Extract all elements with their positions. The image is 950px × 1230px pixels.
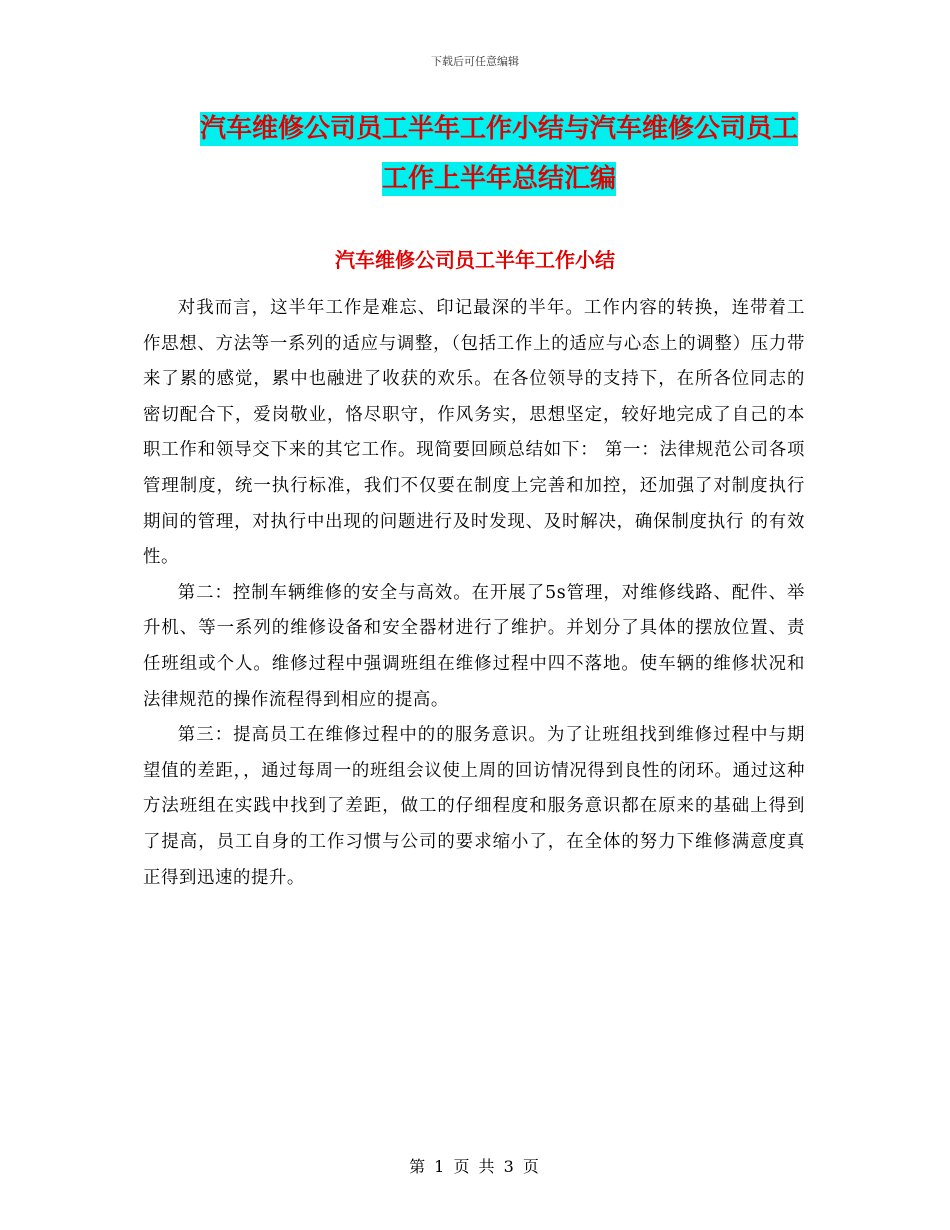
section-title: 汽车维修公司员工半年工作小结: [335, 248, 615, 272]
page-header-note: 下载后可任意编辑: [431, 55, 519, 68]
paragraph: 第二：控制车辆维修的安全与高效。在开展了5s管理，对维修线路、配件、举升机、等一系列的维修设备和安全器材进行了维护。并划分了具体的摆放位置、责任班组或个人。维修过程中强调班组在维修过程中四不落地。使车辆的维修状况和法律规范的操作流程得到相应的提高。: [143, 582, 805, 710]
document-title-line-1: 汽车维修公司员工半年工作小结与汽车维修公司员工: [199, 114, 798, 144]
document-body: [143, 291, 805, 896]
paragraph: 对我而言，这半年工作是难忘、印记最深的半年。工作内容的转换，连带着工作思想、方法等一系列的适应与调整，（包括工作上的适应与心态上的调整）压力带来了累的感觉，累中也融进了收获的欢乐。在各位领导的支持下，在所各位同志的密切配合下，爱岗敬业，恪尽职守，作风务实，思想坚定，较好地完成了自己的本职工作和领导交下来的其它工作。现简要回顾总结如下： 第一：法律规范公司各项管理制度，统一执行标准，我们不仅要在制度上完善和加控，还加强了对制度执行期间的管理，对执行中出现的问题进行及时发现、及时解决，确保制度执行 的有效性。: [143, 298, 805, 568]
document-title: [140, 104, 858, 204]
document-title-line-2: 工作上半年总结汇编: [381, 164, 616, 194]
paragraph: 第三：提高员工在维修过程中的的服务意识。为了让班组找到维修过程中与期望值的差距，，通过每周一的班组会议使上周的回访情况得到良性的闭环。通过这种方法班组在实践中找到了差距，做工的仔细程度和服务意识都在原来的基础上得到了提高，员工自身的工作习惯与公司的要求缩小了，在全体的努力下维修满意度真正得到迅速的提升。: [143, 725, 805, 888]
page-footer: 第 1 页 共 3 页: [409, 1157, 541, 1176]
